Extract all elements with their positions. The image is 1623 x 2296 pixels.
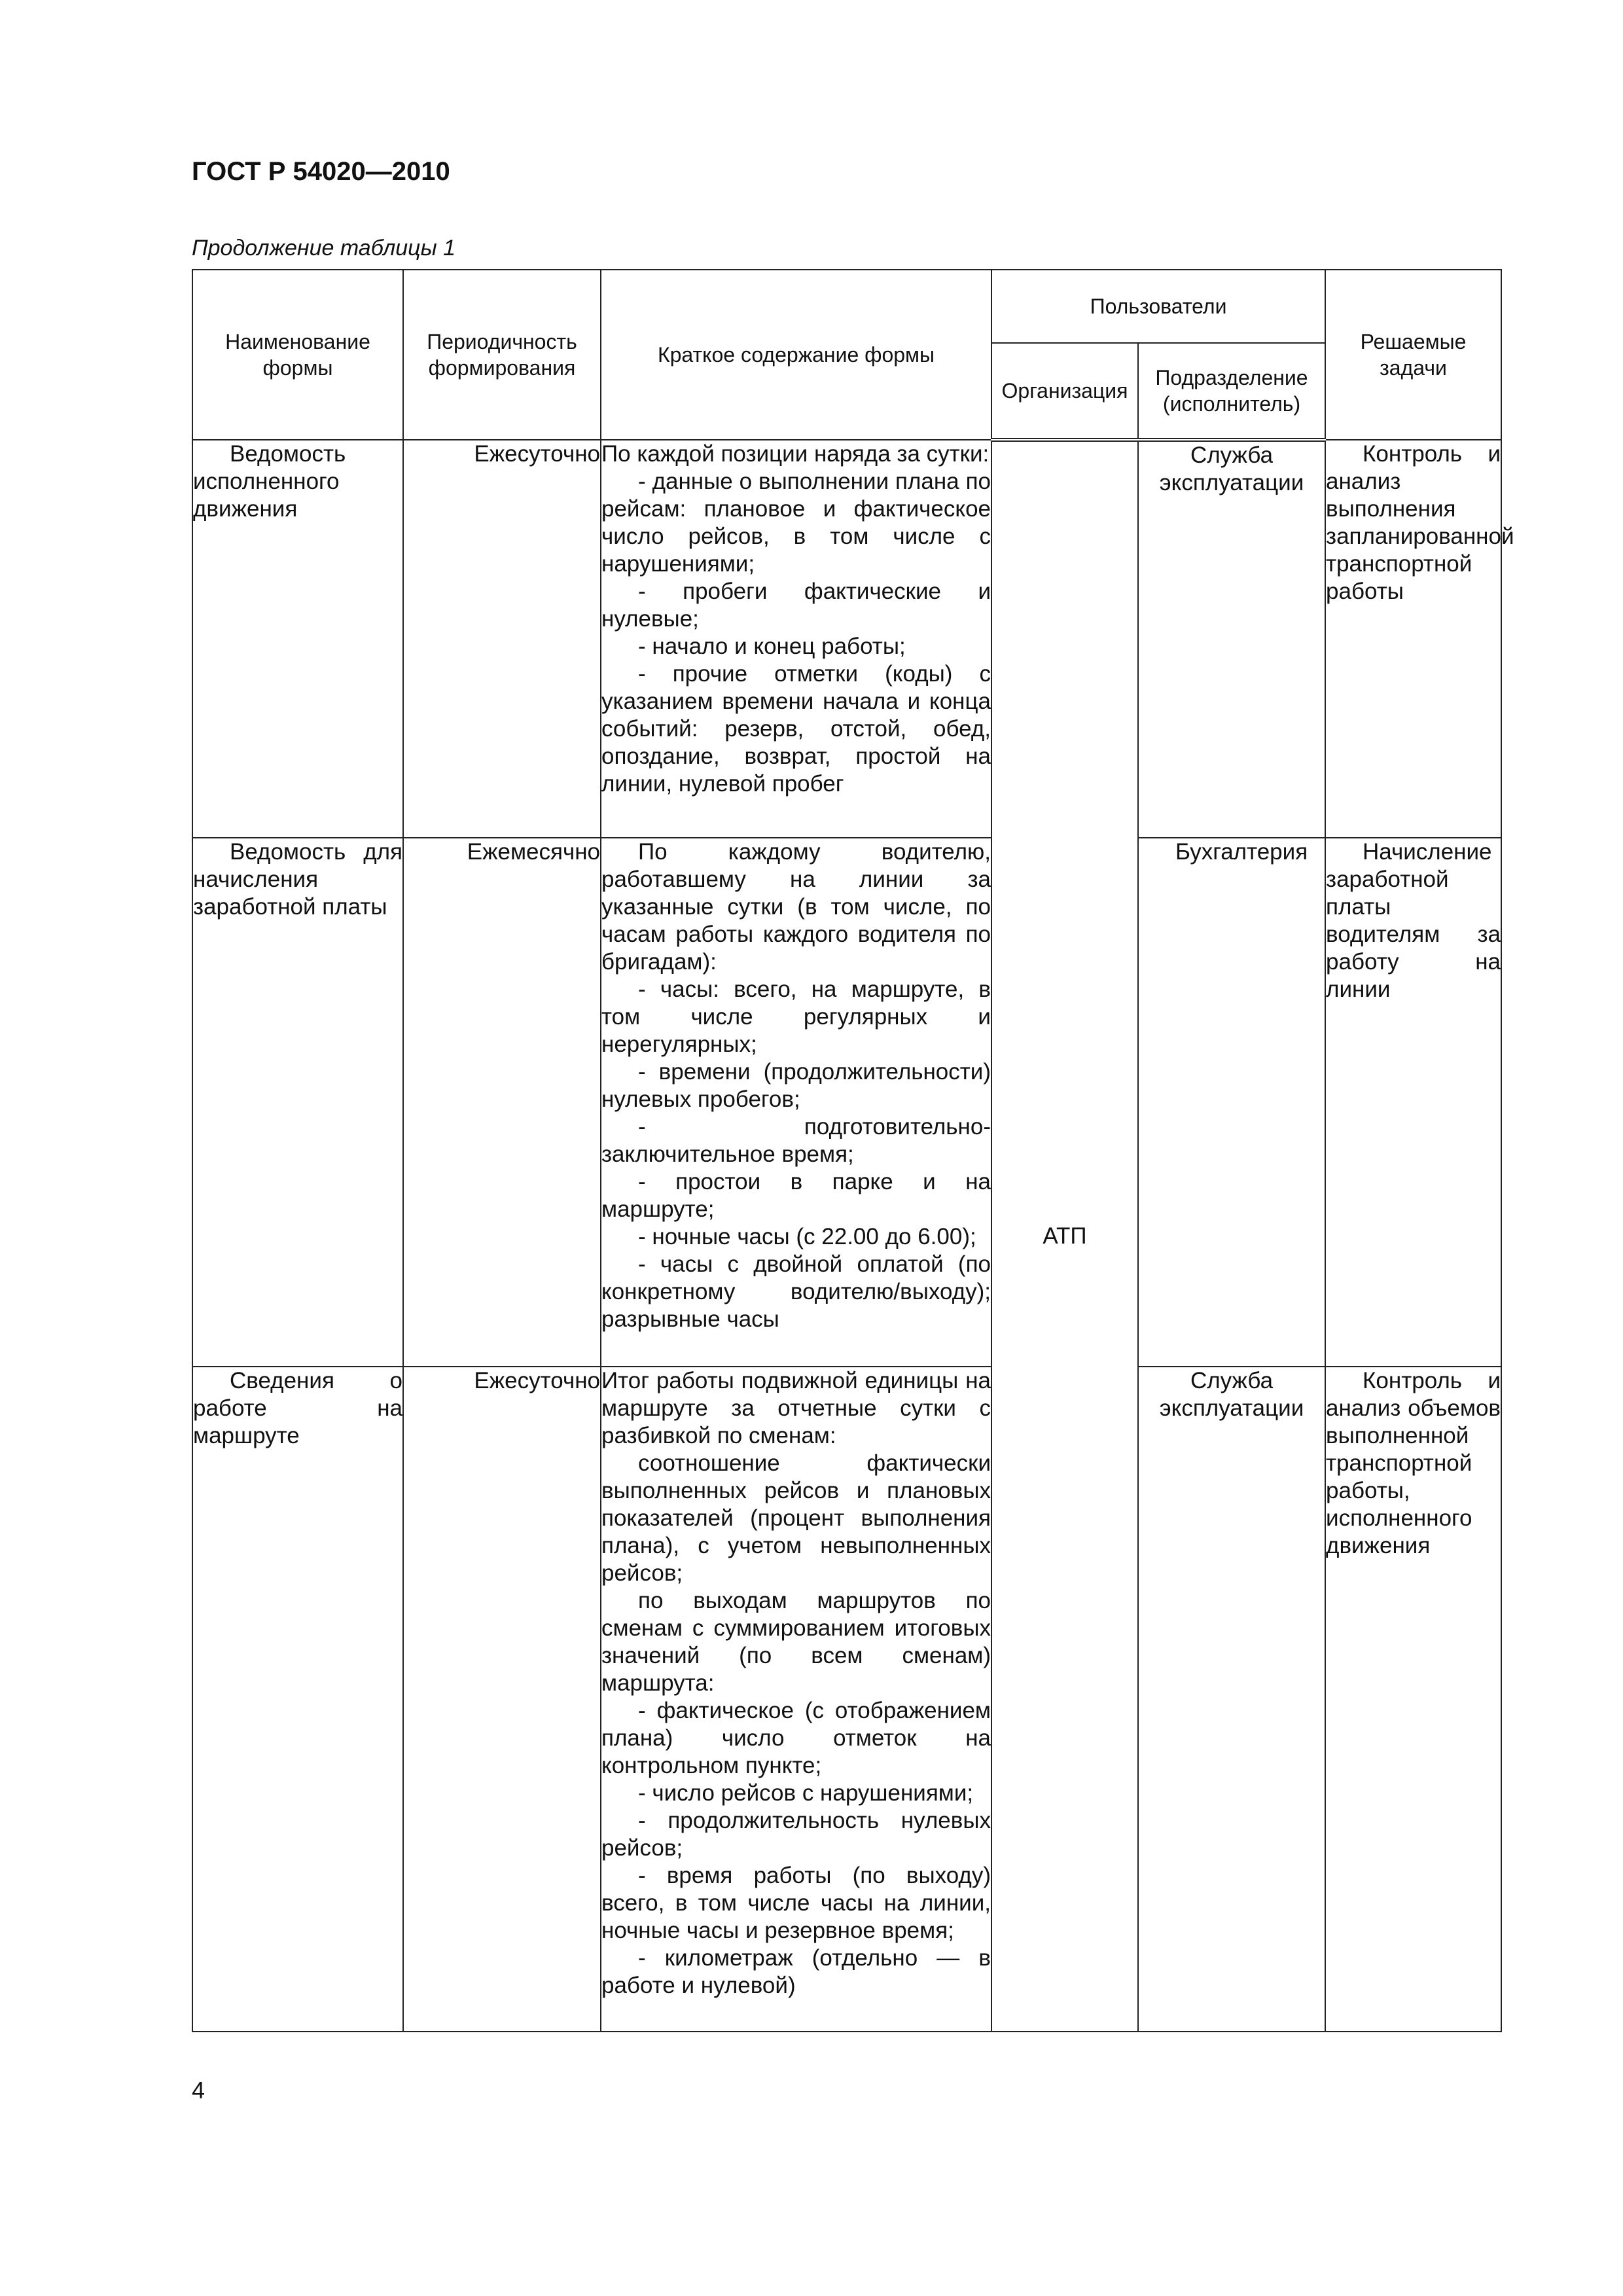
cell-subdivision: Служба эксплуатации [1138,1367,1325,2032]
header-name: Наименование формы [192,270,403,440]
cell-content: Итог работы подвижной единицы на маршруте за отчетные сутки с разбивкой по сменам: соотношение фактически выполненных рейсов и плановых показателей (процент выполнения плана), с учетом невыполненных рейсов; по выходам маршрутов по сменам с суммированием итоговых значений (по всем сменам) маршрута: - фактическое (с отображением плана) число отметок на контрольном пункте; - число рейсов с нарушениями; - продолжительность нулевых рейсов; - время работы (по выходу) всего, в том числе часы на линии, ночные часы и резервное время; - километраж (отдельно — в работе и нулевой) [601,1367,991,2032]
header-tasks: Решаемые задачи [1325,270,1501,440]
cell-organization: АТП [991,440,1138,2032]
page-number: 4 [192,2077,205,2104]
header-organization: Организация [991,343,1138,440]
header-periodicity: Периодичность формирования [403,270,601,440]
cell-content: По каждой позиции наряда за сутки: - данные о выполнении плана по рейсам: плановое и фактическое число рейсов, в том числе с нарушениями; - пробеги фактические и нулевые; - начало и конец работы; - прочие отметки (коды) с указанием времени начала и конца событий: резерв, отстой, обед, опоздание, возврат, простой на линии, нулевой пробег [601,440,991,838]
cell-periodicity: Ежесуточно [403,440,601,838]
table-row [192,1367,1501,2032]
cell-tasks: Контроль и анализ объемов выполненной транспортной работы, исполненного движения [1325,1367,1501,2032]
cell-periodicity: Ежесуточно [403,1367,601,2032]
cell-periodicity: Ежемесячно [403,838,601,1367]
cell-content: По каждому водителю, работавшему на линии за указанные сутки (в том числе, по часам работы каждого водителя по бригадам): - часы: всего, на маршруте, в том числе регулярных и нерегулярных; - времени (продолжительности) нулевых пробегов; - подготовительно-заключительное время; - простои в парке и на маршруте; - ночные часы (с 22.00 до 6.00); - часы с двойной оплатой (по конкретному водителю/выходу); разрывные часы [601,838,991,1367]
cell-form-name: Ведомость для начисления заработной платы [192,838,403,1367]
table-row [192,440,1501,838]
cell-form-name: Ведомость исполненного движения [192,440,403,838]
header-users: Пользователи [991,270,1325,343]
cell-subdivision: Бухгалтерия [1138,838,1325,1367]
table-row [192,838,1501,1367]
cell-subdivision: Служба эксплуатации [1138,440,1325,838]
forms-table [192,269,1514,2032]
cell-tasks: Начисление заработной платы водителям за работу на линии [1325,838,1501,1367]
header-subdivision: Подразделение (исполнитель) [1138,343,1325,440]
document-code: ГОСТ Р 54020—2010 [192,157,450,186]
table-caption: Продолжение таблицы 1 [192,236,455,260]
cell-form-name: Сведения о работе на маршруте [192,1367,403,2032]
header-content: Краткое содержание формы [601,270,991,440]
cell-tasks: Контроль и анализ выполнения запланированной транспортной работы [1325,440,1501,838]
